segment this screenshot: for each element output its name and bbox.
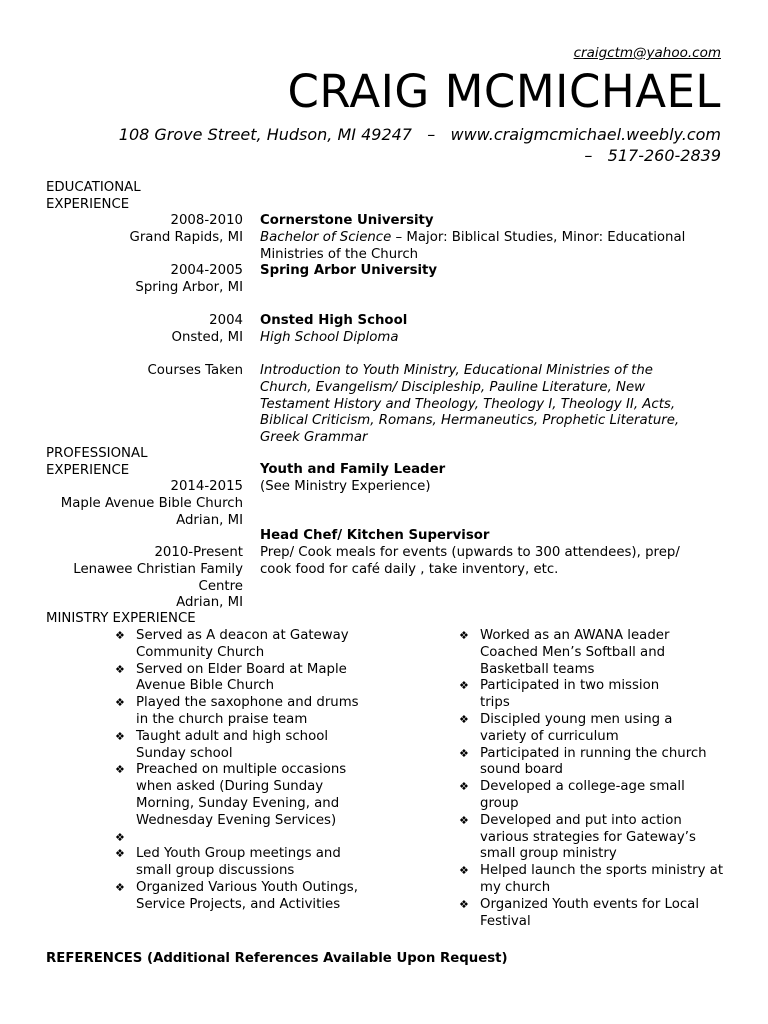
edu-entry-dates-1: [40, 213, 243, 247]
edu-entry-dates-2: [40, 263, 243, 297]
list-item: ❖ Played the saxophone and drums in the church praise team: [115, 695, 366, 729]
ministry-list-right: [459, 628, 724, 930]
list-item: ❖ Taught adult and high school Sunday school: [115, 729, 351, 763]
professional-heading: [46, 446, 148, 480]
job-dates-2: [40, 545, 243, 612]
email-link[interactable]: craigctm@yahoo.com: [573, 45, 721, 61]
list-item: ❖ Participated in running the church sound board: [459, 746, 725, 780]
ministry-heading: MINISTRY EXPERIENCE: [46, 611, 196, 626]
edu-entry-3: [260, 313, 720, 347]
list-item: ❖ Organized Various Youth Outings, Service Projects, and Activities: [115, 880, 376, 914]
job-entry-1: [260, 462, 720, 496]
degree-line: [260, 230, 720, 264]
job-years: 2010-Present: [154, 545, 243, 560]
list-item: ❖ Discipled young men using a variety of curriculum: [459, 712, 705, 746]
job-desc: (See Ministry Experience): [260, 478, 431, 494]
edu-entry-2: [260, 263, 720, 280]
edu-place: Grand Rapids, MI: [129, 229, 243, 245]
education-heading-line1: EDUCATIONAL: [46, 180, 141, 195]
edu-place: Spring Arbor, MI: [135, 279, 243, 295]
edu-place: Onsted, MI: [171, 329, 243, 345]
job-dates-1: [40, 479, 243, 529]
job-years: 2014-2015: [170, 479, 243, 494]
edu-entry-1: [260, 213, 720, 263]
job-title: Youth and Family Leader: [260, 462, 446, 477]
job-entry-2: [260, 528, 710, 578]
address-line: 108 Grove Street, Hudson, MI 49247 – www.craigmcmichael.weebly.com: [118, 125, 721, 144]
courses-label: Courses Taken: [147, 363, 243, 378]
list-item: ❖ Preached on multiple occasions when asked (During Sunday Morning, Sunday Evening, and Wednesday Evening Services): [115, 762, 381, 829]
edu-years: 2008-2010: [170, 213, 243, 228]
list-item: ❖ Led Youth Group meetings and small group discussions: [115, 846, 366, 880]
list-item: ❖ Organized Youth events for Local Festival: [459, 897, 720, 931]
degree-detail: – Major: Biblical Studies, Minor: Educational Ministries of the Church: [260, 229, 686, 262]
list-item: ❖ Worked as an AWANA leader Coached Men’s Softball and Basketball teams: [459, 628, 690, 678]
list-spacer: [115, 830, 385, 847]
professional-heading-line1: PROFESSIONAL: [46, 446, 148, 461]
edu-years: 2004-2005: [170, 263, 243, 278]
edu-years: 2004: [209, 313, 243, 328]
phone-line: – 517-260-2839: [584, 146, 721, 165]
list-item: ❖ Served as A deacon at Gateway Community Church: [115, 628, 385, 662]
ministry-list-left: [115, 628, 385, 914]
courses-list: Introduction to Youth Ministry, Educational Ministries of the Church, Evangelism/ Discipleship, Pauline Literature, New Testament History and Theology, Theology I, Theology II, Acts, Biblical Criticism, Romans, Hermaneutics, Prophetic Literature, Greek Grammar: [260, 363, 680, 446]
job-location: Adrian, MI: [176, 595, 243, 611]
degree-name: High School Diploma: [260, 329, 399, 345]
education-heading-line2: EXPERIENCE: [46, 196, 130, 212]
education-heading: [46, 180, 141, 214]
degree-name: Bachelor of Science: [260, 229, 392, 245]
school-name: Spring Arbor University: [260, 263, 438, 278]
job-org: Lenawee Christian Family Centre: [73, 561, 243, 594]
candidate-name: CRAIG MCMICHAEL: [287, 65, 721, 118]
edu-entry-dates-3: [40, 313, 243, 347]
contact-block: [60, 124, 721, 166]
job-desc: Prep/ Cook meals for events (upwards to 300 attendees), prep/ cook food for café daily , take inventory, etc.: [260, 544, 680, 577]
list-item: ❖ Developed a college-age small group: [459, 779, 705, 813]
job-location: Adrian, MI: [176, 512, 243, 528]
school-name: Onsted High School: [260, 313, 408, 328]
job-org: Maple Avenue Bible Church: [60, 495, 243, 511]
school-name: Cornerstone University: [260, 213, 434, 228]
list-item: ❖ Helped launch the sports ministry at my church: [459, 863, 725, 897]
list-item: ❖ Participated in two mission trips: [459, 678, 690, 712]
references-heading: REFERENCES (Additional References Available Upon Request): [46, 951, 508, 966]
job-title: Head Chef/ Kitchen Supervisor: [260, 528, 490, 543]
list-item: ❖ Developed and put into action various strategies for Gateway’s small group ministry: [459, 813, 725, 863]
professional-heading-line2: EXPERIENCE: [46, 462, 130, 478]
list-item: ❖ Served on Elder Board at Maple Avenue Bible Church: [115, 662, 385, 696]
